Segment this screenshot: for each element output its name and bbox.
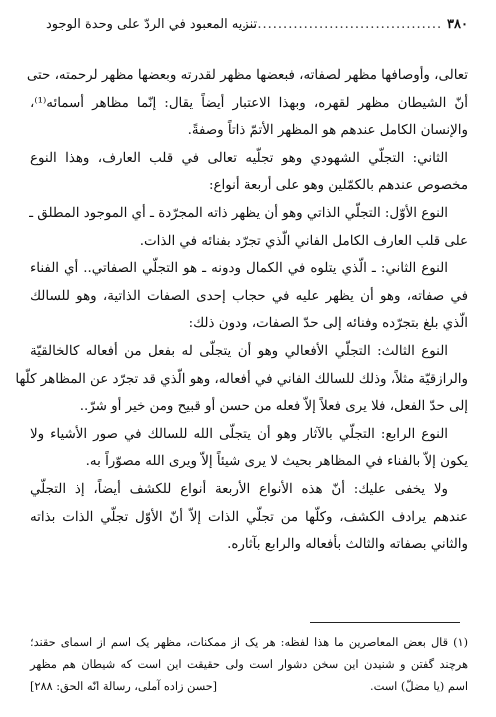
text-line: الثاني: التجلّي الشهودي وهو تجلّيه تعالى في قلب العارف، وهذا النوع [30, 150, 448, 166]
footnote [30, 632, 468, 698]
footnote-text: اسم (يا مضلّ) است. [370, 680, 468, 693]
text-line: في صفاته، وهو أن يظهر عليه في حجاب إحدى الصفات الذاتية، وهو للسالك [30, 288, 468, 304]
text-line: النوع الأوّل: التجلّي الذاتي وهو أن يظهر ذاته المجرّدة ـ أي الموجود المطلق ـ [29, 205, 448, 221]
text-line: الّذي بلغ بتجرّده وفنائه إلى حدّ الصفات، ودون ذلك: [188, 316, 468, 332]
text-line: النوع الثاني: ـ الّذي يتلوه في الكمال ودونه ـ هو التجلّي الصفاتي.. أي الفناء [30, 261, 448, 277]
text-line: أنّ الشيطان مظهر لقهره، وبهذا الاعتبار أيضاً يقال: إنّما مظاهر أسمائه⁽¹⁾، [30, 95, 468, 111]
text-line: ولا يخفى عليك: أنّ هذه الأنواع الأربعة أنواع للكشف أيضاً، إذ التجلّي [30, 481, 448, 497]
running-title: تنزيه المعبود في الردّ على وحدة الوجود [46, 17, 258, 32]
text-line: النوع الرابع: التجلّي بالآثار وهو أن يتجلّى الله للسالك في صور الأشياء ولا [30, 426, 448, 442]
text-line: مخصوص عندهم بالكمّلين وهو على أربعة أنواع: [209, 178, 468, 194]
text-line: والثاني بصفاته والثالث بأفعاله والرابع بآثاره. [227, 537, 468, 553]
footnote-line: (١) قال بعض المعاصرين ما هذا لفظه: هر يک از ممکنات، مظهر يک اسم از اسماى حقند؛ [30, 636, 468, 649]
running-header [46, 14, 468, 36]
main-text [15, 62, 468, 559]
text-line: على قلب العارف الكامل الفاني الّذي تجرّد بفنائه في الذات. [139, 233, 468, 249]
footnote-line [30, 676, 468, 698]
text-line: يكون إلاّ بالفناء في المظاهر بحيث لا يرى شيئاً إلاّ ويرى الله مصوّراً به. [85, 454, 468, 470]
text-line: والإنسان الكامل عندهم هو المظهر الأتمّ ذاتاً وصفةً. [187, 123, 468, 139]
text-line: تعالى، وأوصافها مظهر لصفاته، فبعضها مظهر لقدرته وبعضها مظهر لرحمته، حتى [26, 68, 468, 83]
footnote-reference: [حسن زاده آملى، رسالة انّه الحق: ٢٨٨] [30, 680, 218, 693]
text-line: النوع الثالث: التجلّي الأفعالي وهو أن يتجلّى له بفعل من أفعاله كالخالقيّة [30, 343, 448, 359]
footnote-line: هرچند گفتن و شنيدن اين سخن دشوار است ولى حقيقت اين است كه شيطان هم مظهر [30, 658, 468, 671]
page-number: ٣٨٠ [447, 17, 468, 32]
footnote-separator [310, 622, 460, 623]
text-line: إلى حدّ الفعل، فلا يرى فعلاً إلاّ فعله من حسن أو قبيح ومن خير أو شرّ.. [79, 399, 468, 415]
text-line: والرازقيّة مثلاً، وذلك للسالك الفاني في أفعاله، وهو الّذي قد تجرّد عن المظاهر كلّها [15, 371, 468, 387]
text-line: عندهم يرادف الكشف، وكلّها من تجلّي الذات إلاّ أنّ الأوّل تجلّي الذات بذاته [30, 509, 468, 525]
header-leader: ....................................... [242, 17, 443, 32]
